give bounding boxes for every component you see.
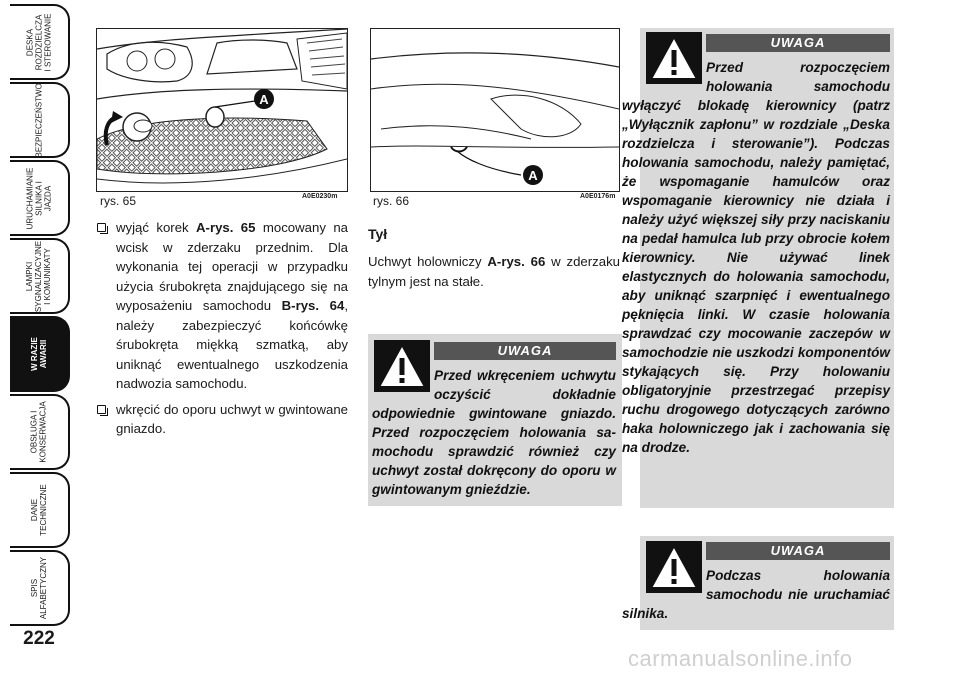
section-heading-tyl: Tył [368, 226, 388, 242]
warning-text: Przed rozpoczęciem holowania samochodu wyłączyć blokadę kierownicy (patrz „Wyłącznik zapłonu” w rozdziale „Deska rozdzielcza i sterowanie”). Podczas holowania samochodu, należy pamiętać, że wspomaganie hamulców oraz wspomaganie kierownicy nie działa i należy użyć większej siły przy naciskaniu na pedał hamulca lub przy obrocie kołem kierownicy. Nie używać linek elastycznych do holowania samochodu, aby uniknąć szarpnięć i ewentualnego pęknięcia linki. W czasie holowania sprawdzać czy mocowanie zaczepów w samochodzie nie uszkodzi komponentów stykających się. Przy holowaniu obligatoryjnie przestrzegać przepisy ruchu drogowego dotyczących zarówno haka holowniczego jak i zachowania się na drodze. [622, 60, 890, 455]
front-bumper-illustration [97, 29, 347, 191]
fig66-marker-label: A [528, 168, 538, 183]
warning-header: UWAGA [434, 342, 616, 360]
warning-box-1 [368, 334, 622, 506]
figure-65-caption: rys. 65 [100, 194, 137, 208]
checkbox-bullet-icon [97, 223, 106, 232]
tab-obsluga[interactable]: OBSŁUGA I KONSERWACJA [10, 394, 70, 470]
warning-text: Podczas holowania samochodu nie uruchamiać silnika. [622, 568, 890, 621]
figure-66-caption: rys. 66 [373, 194, 410, 208]
left-column-text [96, 218, 348, 445]
figure-65-code: A0E0230m [302, 193, 338, 200]
rear-bumper-illustration [371, 29, 619, 191]
tab-bezpieczenstwo[interactable]: BEZPIECZEŃSTWO [10, 82, 70, 158]
list-item: wyjąć korek A-rys. 65 mocowany na wcisk w zderzaku przednim. Dla wykonania tej operacji w przypadku użycia śrubokręta znajdującego się na wyposażeniu samochodu B-rys. 64, należy zabezpieczyć końcówkę śrubokręta miękką szmatką, aby uniknąć ewentualnego uszkodzenia nadwozia samochodu. [96, 218, 348, 394]
checkbox-bullet-icon [97, 405, 106, 414]
fig65-marker-label: A [259, 92, 269, 107]
warning-box-2 [622, 28, 894, 508]
tab-uruchamianie[interactable]: URUCHAMIANIE SILNIKA I JAZDA [10, 160, 70, 236]
warning-header: UWAGA [706, 542, 890, 560]
figure-65-front-bumper [96, 28, 348, 192]
figure-66-code: A0E0176m [580, 193, 616, 200]
tab-lampki[interactable]: LAMPKI SYGNALIZACYJNE I KOMUNIKATY [10, 238, 70, 314]
warning-header: UWAGA [706, 34, 890, 52]
tab-w-razie-awarii[interactable]: W RAZIE AWARII [10, 316, 70, 392]
warning-box-3 [622, 536, 894, 630]
page-number: 222 [23, 628, 55, 649]
chapter-sidebar [0, 0, 80, 678]
figure-66-rear-bumper [370, 28, 620, 192]
warning-text: Przed wkręceniem uchwytu oczyścić dokładnie odpowiednie gwintowane gniazdo. Przed rozpoczęciem holowania samochodu sprawdzić również czy uchwyt został dokręcony do oporu w gwintowanym gnieździe. [372, 368, 616, 497]
list-item: wkręcić do oporu uchwyt w gwintowane gniazdo. [96, 400, 348, 439]
tab-spis-alfabetyczny[interactable]: SPIS ALFABETYCZNY [10, 550, 70, 626]
middle-column-paragraph: Uchwyt holowniczy A-rys. 66 w zderzaku tylnym jest na stałe. [368, 254, 620, 289]
tab-dane-techniczne[interactable]: DANE TECHNICZNE [10, 472, 70, 548]
watermark: carmanualsonline.info [628, 646, 853, 671]
tab-deska-rozdzielcza[interactable]: DESKA ROZDZIELCZA I STEROWANIE [10, 4, 70, 80]
